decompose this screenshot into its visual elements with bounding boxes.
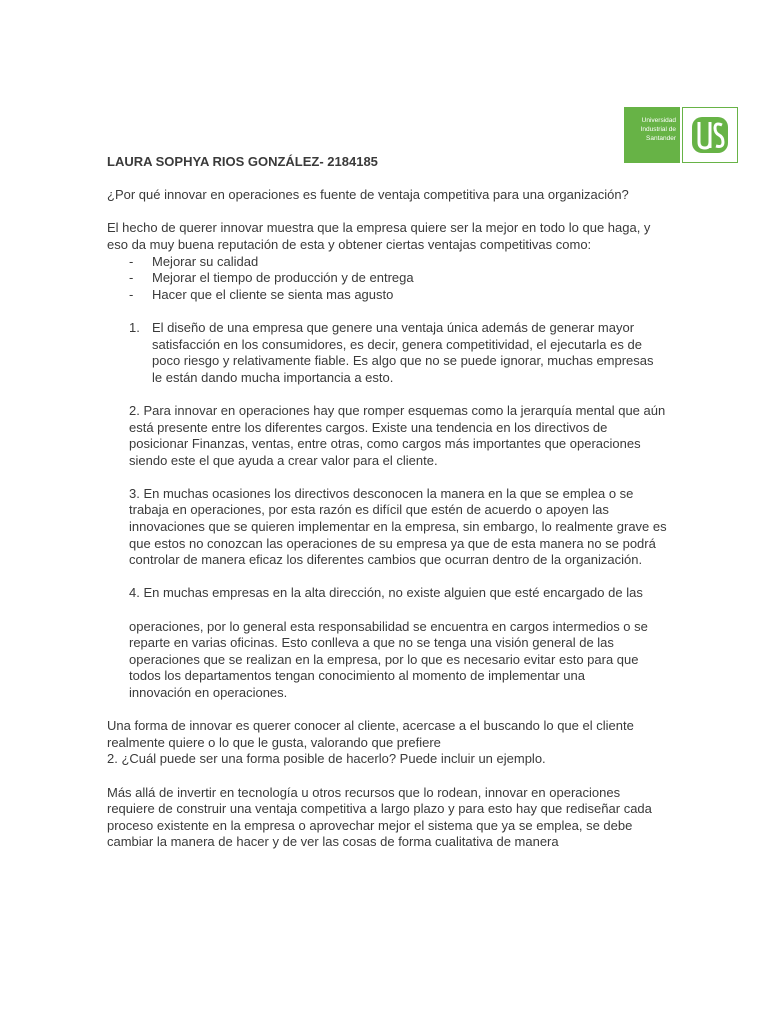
- point-text: El diseño de una empresa que genere una ventaja única además de generar mayor satisfacción en los consumidores, es decir, genera competitividad, el ejecutarla es de poco riesgo y relativamente fiable. Es algo que no se puede ignorar, muchas empresas le están dando mucha importancia a esto.: [152, 319, 654, 385]
- numbered-point-4-end: innovación en operaciones.: [129, 685, 288, 700]
- document-body: [107, 154, 667, 851]
- numbered-point-2: 2. Para innovar en operaciones hay que romper esquemas como la jerarquía mental que aún está presente entre los diferentes cargos. Existe una tendencia en los directivos de posicionar Finanzas, ventas, entre otras, como cargos más importantes que operaciones siendo este el que ayuda a crear valor para el cliente.: [129, 402, 666, 468]
- numbered-point-4-start: 4. En muchas empresas en la alta dirección, no existe alguien que esté encargado de las: [129, 585, 643, 601]
- closing-paragraph: Una forma de innovar es querer conocer al cliente, acercase a el buscando lo que el cliente realmente quiere o lo que le gusta, valorando que prefiere: [107, 718, 634, 750]
- list-item: - Mejorar el tiempo de producción y de entrega: [129, 270, 414, 286]
- bullet-text: Mejorar su calidad: [152, 253, 259, 269]
- bullet-text: Hacer que el cliente se sienta mas agusto: [152, 286, 394, 302]
- logo-line-2: Industrial de: [640, 126, 676, 133]
- question-1: ¿Por qué innovar en operaciones es fuente de ventaja competitiva para una organización?: [107, 187, 629, 203]
- logo-text: [628, 116, 676, 143]
- point-number: 1.: [129, 319, 140, 335]
- answer-2-paragraph: Más allá de invertir en tecnología u otros recursos que lo rodean, innovar en operaciones requiere de construir una ventaja competitiva a largo plazo y para esto hay que rediseñar cada proceso existente en la empresa o aprovechar mejor el sistema que ya se emplea, se debe cambiar la manera de hacer y de ver las cosas de forma cualitativa de manera: [107, 784, 652, 850]
- numbered-point-3: 3. En muchas ocasiones los directivos desconocen la manera en la que se emplea o se trabaja en operaciones, por esta razón es difícil que estén de acuerdo o apoyen las innovaciones que se quieren implementar en la empresa, sin embargo, lo realmente grave es que estos no conozcan las operaciones de su empresa ya que de esta manera no se podrá controlar de manera eficaz los diferentes cambios que ocurran dentro de la organización.: [129, 485, 667, 568]
- bullet-text: Mejorar el tiempo de producción y de entrega: [152, 270, 414, 286]
- author-heading: LAURA SOPHYA RIOS GONZÁLEZ- 2184185: [107, 154, 378, 169]
- logo-emblem-icon: [682, 107, 738, 163]
- numbered-point-4-continued: operaciones, por lo general esta responsabilidad se encuentra en cargos intermedios o se reparte en varias oficinas. Esto conlleva a que no se tenga una visión general de las operaciones que se realizan en la empresa, por lo que es necesario evitar esto para que todos los departamentos tengan conocimiento al momento de implementar una: [129, 618, 648, 684]
- list-item: - Mejorar su calidad: [129, 253, 259, 269]
- list-item: - Hacer que el cliente se sienta mas agusto: [129, 286, 394, 302]
- logo-line-1: Universidad: [641, 117, 676, 124]
- question-2: 2. ¿Cuál puede ser una forma posible de hacerlo? Puede incluir un ejemplo.: [107, 751, 546, 767]
- numbered-point-1: [107, 320, 667, 386]
- logo-line-3: Santander: [646, 135, 676, 142]
- intro-paragraph: El hecho de querer innovar muestra que la empresa quiere ser la mejor en todo lo que haga, y eso da muy buena reputación de esta y obtener ciertas ventajas competitivas como:: [107, 220, 651, 252]
